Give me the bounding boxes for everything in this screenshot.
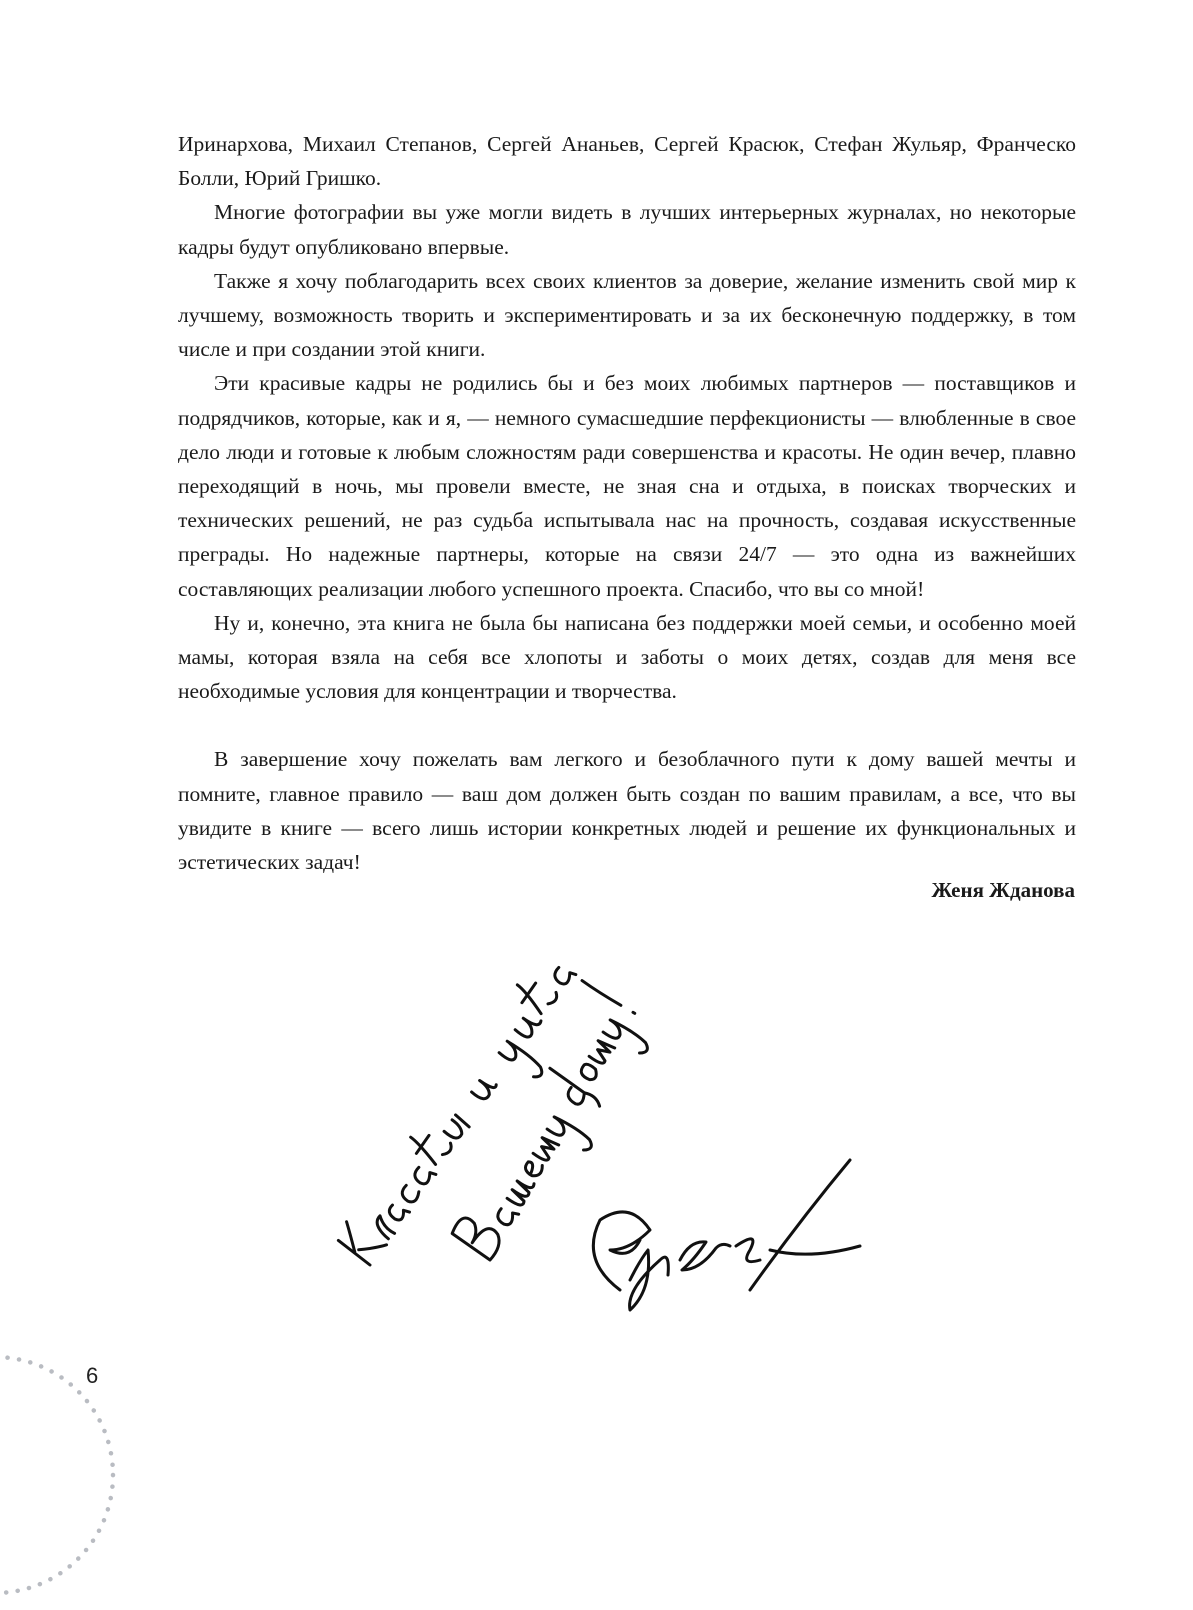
- paragraph-4: Эти красивые кадры не родились бы и без моих любимых партнеров — поставщиков и подрядчиков, которые, как и я, — немного сумасшедшие перфекционисты — влюбленные в свое дело люди и готовые к любым сложностям ради совершенства и красоты. Не один вечер, плавно переходящий в ночь, мы провели вместе, не зная сна и отдыха, в поисках творческих и технических решений, не раз судьба испытывала нас на прочность, создавая искусственные преграды. Но надежные партнеры, которые на связи 24/7 — это одна из важнейших составляющих реализации любого успешного проекта. Спасибо, что вы со мной!: [178, 371, 1076, 601]
- paragraph-3: Также я хочу поблагодарить всех своих клиентов за доверие, желание изменить свой мир к лучшему, возможность творить и экспериментировать и за их бесконечную поддержку, в том числе и при создании этой книги.: [178, 268, 1076, 362]
- page-number: 6: [86, 1363, 99, 1388]
- author-name: Женя Жданова: [931, 878, 1075, 902]
- handwritten-signature: [330, 930, 890, 1350]
- page-number-dotted-circle: [0, 1340, 130, 1610]
- paragraph-1: Иринархова, Михаил Степанов, Сергей Ананьев, Сергей Красюк, Стефан Жульяр, Франческо Болли, Юрий Гришко.: [178, 132, 1076, 191]
- signature-mark: [593, 1160, 860, 1310]
- paragraph-6: В завершение хочу пожелать вам легкого и безоблачного пути к дому вашей мечты и помните, главное правило — ваш дом должен быть создан по вашим правилам, а все, что вы увидите в книге — всего лишь истории конкретных людей и решение их функциональных и эстетических задач!: [178, 747, 1076, 875]
- paragraph-5: Ну и, конечно, эта книга не была бы написана без поддержки моей семьи, и особенно моей мамы, которая взяла на себя все хлопоты и заботы о моих детях, создав для меня все необходимые условия для концентрации и творчества.: [178, 610, 1076, 704]
- main-text: [178, 127, 1076, 879]
- paragraph-2: Многие фотографии вы уже могли видеть в лучших интерьерных журналах, но некоторые кадры будут опубликовано впервые.: [178, 200, 1076, 259]
- handwriting-line-2: [438, 981, 661, 1276]
- handwriting-line-1: [334, 948, 600, 1283]
